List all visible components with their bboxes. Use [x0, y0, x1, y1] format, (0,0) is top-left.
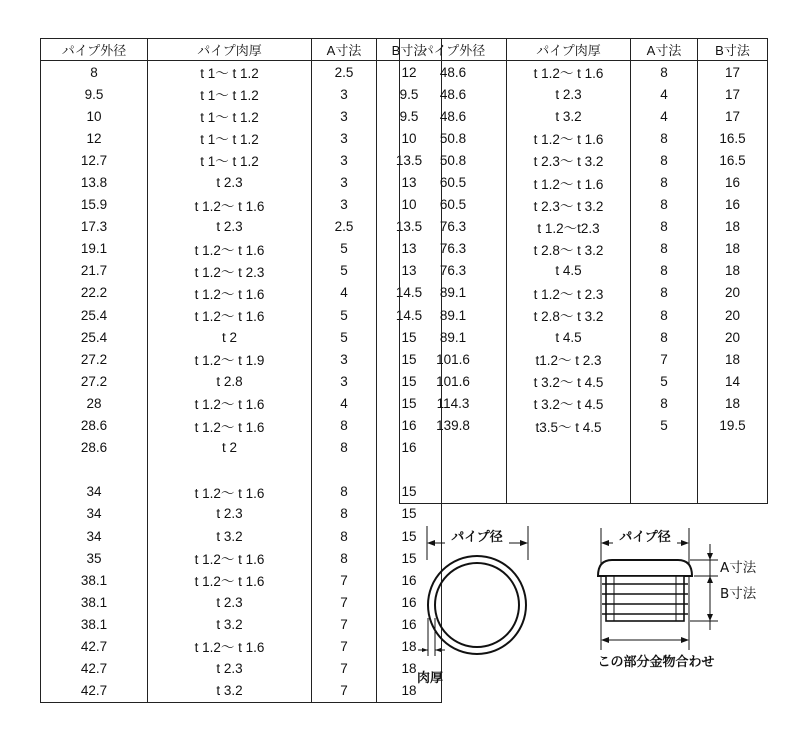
cell-a-dimension: 8	[631, 238, 698, 260]
cell-outer-diameter: 25.4	[41, 326, 148, 348]
cell-outer-diameter	[400, 459, 507, 481]
table-row	[400, 326, 768, 348]
cell-outer-diameter: 12	[41, 127, 148, 149]
header-pipe-outer-diameter: パイプ外径	[400, 39, 507, 61]
cell-thickness: t 3.2	[148, 613, 312, 635]
cell-b-dimension: 17	[698, 61, 768, 84]
cell-b-dimension: 16	[377, 591, 442, 613]
cell-a-dimension: 8	[631, 194, 698, 216]
table-row	[400, 348, 768, 370]
cell-a-dimension: 3	[312, 171, 377, 193]
cell-b-dimension: 20	[698, 304, 768, 326]
cell-b-dimension: 17	[698, 105, 768, 127]
table-row	[41, 326, 442, 348]
cell-b-dimension: 13	[377, 171, 442, 193]
cell-b-dimension: 14.5	[377, 304, 442, 326]
cell-b-dimension	[698, 437, 768, 459]
cell-b-dimension: 14.5	[377, 282, 442, 304]
cell-outer-diameter: 89.1	[400, 282, 507, 304]
table-row	[41, 591, 442, 613]
cell-a-dimension: 8	[312, 547, 377, 569]
table-row	[41, 348, 442, 370]
table-header-row	[41, 39, 442, 61]
cell-thickness: t 1～ t 1.2	[148, 105, 312, 127]
cell-thickness: t 1.2～ t 1.6	[507, 171, 631, 193]
cell-outer-diameter: 27.2	[41, 348, 148, 370]
cell-thickness: t 2.3～ t 3.2	[507, 149, 631, 171]
table-row	[41, 437, 442, 459]
cell-thickness: t 3.2	[148, 680, 312, 703]
cell-b-dimension: 15	[377, 326, 442, 348]
header-a-dimension: A寸法	[312, 39, 377, 61]
cell-outer-diameter: 42.7	[41, 680, 148, 703]
cell-outer-diameter: 139.8	[400, 415, 507, 437]
cell-b-dimension: 16.5	[698, 149, 768, 171]
cell-thickness: t 2.3	[148, 503, 312, 525]
table-row	[41, 238, 442, 260]
table-row	[400, 282, 768, 304]
table-row	[400, 370, 768, 392]
cell-thickness: t 2.3～ t 3.2	[507, 194, 631, 216]
cell-a-dimension: 8	[631, 149, 698, 171]
cell-a-dimension: 3	[312, 370, 377, 392]
cell-thickness: t 1.2～ t 1.6	[148, 194, 312, 216]
cell-b-dimension: 16	[377, 569, 442, 591]
cell-thickness: t 1～ t 1.2	[148, 127, 312, 149]
table-row	[41, 525, 442, 547]
b-dimension-label: B寸法	[720, 586, 757, 602]
table-row	[41, 547, 442, 569]
cell-a-dimension: 3	[312, 127, 377, 149]
cell-thickness: t 1～ t 1.2	[148, 149, 312, 171]
cell-a-dimension	[631, 459, 698, 481]
cell-a-dimension	[312, 459, 377, 481]
cell-thickness: t 3.2～ t 4.5	[507, 370, 631, 392]
cell-b-dimension: 16	[698, 171, 768, 193]
cell-a-dimension: 7	[312, 635, 377, 657]
cell-outer-diameter: 19.1	[41, 238, 148, 260]
table-row	[41, 282, 442, 304]
cell-outer-diameter: 8	[41, 61, 148, 84]
table-row	[400, 194, 768, 216]
cell-a-dimension: 3	[312, 348, 377, 370]
cell-outer-diameter: 22.2	[41, 282, 148, 304]
cell-outer-diameter: 114.3	[400, 392, 507, 414]
cell-a-dimension: 8	[631, 171, 698, 193]
header-b-dimension: B寸法	[698, 39, 768, 61]
cell-b-dimension: 15	[377, 392, 442, 414]
cell-outer-diameter: 76.3	[400, 238, 507, 260]
pipe-cap-diagram	[400, 500, 800, 740]
header-pipe-outer-diameter: パイプ外径	[41, 39, 148, 61]
cell-b-dimension: 14	[698, 370, 768, 392]
cell-thickness: t 1.2～ t 1.6	[148, 304, 312, 326]
cell-a-dimension: 7	[312, 613, 377, 635]
cell-thickness	[507, 437, 631, 459]
cell-b-dimension: 18	[698, 348, 768, 370]
cell-b-dimension: 18	[698, 238, 768, 260]
cell-a-dimension: 8	[631, 392, 698, 414]
table-row	[41, 459, 442, 481]
cell-outer-diameter: 9.5	[41, 83, 148, 105]
cell-b-dimension: 18	[377, 680, 442, 703]
cell-outer-diameter: 50.8	[400, 149, 507, 171]
cell-b-dimension: 20	[698, 326, 768, 348]
cell-b-dimension: 13.5	[377, 216, 442, 238]
cell-outer-diameter: 48.6	[400, 83, 507, 105]
cell-outer-diameter: 21.7	[41, 260, 148, 282]
table-row	[400, 171, 768, 193]
cell-outer-diameter: 60.5	[400, 171, 507, 193]
cell-a-dimension: 2.5	[312, 61, 377, 84]
cell-outer-diameter: 28.6	[41, 415, 148, 437]
cell-b-dimension: 15	[377, 481, 442, 503]
cell-thickness: t 2.3	[148, 591, 312, 613]
table-row	[400, 105, 768, 127]
cell-thickness	[148, 459, 312, 481]
header-pipe-thickness: パイプ肉厚	[507, 39, 631, 61]
cell-b-dimension: 18	[377, 635, 442, 657]
cell-a-dimension: 7	[312, 658, 377, 680]
cell-thickness: t 1.2～ t 2.3	[148, 260, 312, 282]
table-row	[41, 370, 442, 392]
cell-a-dimension: 8	[312, 481, 377, 503]
table-row	[41, 260, 442, 282]
cell-b-dimension: 10	[377, 194, 442, 216]
table-row	[400, 392, 768, 414]
cell-b-dimension: 15	[377, 525, 442, 547]
cell-a-dimension: 8	[631, 260, 698, 282]
cell-thickness: t 1.2～ t 2.3	[507, 282, 631, 304]
table-row	[41, 481, 442, 503]
table-row	[41, 83, 442, 105]
cell-outer-diameter: 76.3	[400, 260, 507, 282]
cell-thickness: t 1.2～t2.3	[507, 216, 631, 238]
cell-b-dimension: 18	[698, 216, 768, 238]
cell-a-dimension: 8	[631, 61, 698, 84]
cell-a-dimension: 8	[631, 127, 698, 149]
table-row	[400, 260, 768, 282]
cell-outer-diameter: 34	[41, 503, 148, 525]
cell-thickness: t 2	[148, 326, 312, 348]
cell-a-dimension: 4	[312, 282, 377, 304]
cell-outer-diameter: 42.7	[41, 658, 148, 680]
cell-thickness: t 1.2～ t 1.6	[507, 61, 631, 84]
cell-thickness: t 3.2	[148, 525, 312, 547]
cell-a-dimension	[631, 437, 698, 459]
table-row	[41, 105, 442, 127]
table-body-right	[400, 61, 768, 504]
cell-outer-diameter: 27.2	[41, 370, 148, 392]
cell-b-dimension: 19.5	[698, 415, 768, 437]
cell-a-dimension: 8	[312, 525, 377, 547]
cell-a-dimension: 8	[631, 326, 698, 348]
cell-thickness: t 1.2～ t 1.6	[148, 481, 312, 503]
header-b-dimension: B寸法	[377, 39, 442, 61]
table-row	[41, 569, 442, 591]
cell-outer-diameter: 89.1	[400, 326, 507, 348]
header-a-dimension: A寸法	[631, 39, 698, 61]
cell-outer-diameter: 60.5	[400, 194, 507, 216]
cell-b-dimension: 9.5	[377, 83, 442, 105]
cell-b-dimension: 15	[377, 503, 442, 525]
table-row	[41, 392, 442, 414]
cell-b-dimension: 17	[698, 83, 768, 105]
table-row	[400, 459, 768, 481]
cell-a-dimension: 5	[312, 304, 377, 326]
cell-b-dimension: 16	[377, 415, 442, 437]
cell-thickness: t 1～ t 1.2	[148, 83, 312, 105]
cell-a-dimension: 3	[312, 105, 377, 127]
cell-a-dimension: 7	[312, 569, 377, 591]
table-row	[400, 415, 768, 437]
cell-outer-diameter: 34	[41, 481, 148, 503]
cell-thickness: t 2.8～ t 3.2	[507, 304, 631, 326]
cell-a-dimension: 8	[312, 415, 377, 437]
cell-b-dimension: 16	[377, 437, 442, 459]
cell-thickness: t 2.3	[148, 171, 312, 193]
header-pipe-thickness: パイプ肉厚	[148, 39, 312, 61]
table-row	[41, 194, 442, 216]
cell-a-dimension: 4	[631, 105, 698, 127]
cell-outer-diameter: 101.6	[400, 348, 507, 370]
table-row	[41, 415, 442, 437]
table-row	[400, 216, 768, 238]
cell-b-dimension: 15	[377, 370, 442, 392]
cell-thickness: t 4.5	[507, 260, 631, 282]
cell-a-dimension: 3	[312, 83, 377, 105]
cap-diameter-label: パイプ径	[619, 530, 671, 545]
table-body-left	[41, 61, 442, 703]
cell-outer-diameter: 48.6	[400, 61, 507, 84]
thickness-label: 肉厚	[416, 671, 444, 686]
cell-thickness: t 1～ t 1.2	[148, 61, 312, 84]
cell-outer-diameter: 42.7	[41, 635, 148, 657]
cell-a-dimension: 2.5	[312, 216, 377, 238]
cell-b-dimension: 15	[377, 547, 442, 569]
table-row	[41, 216, 442, 238]
cell-thickness: t 1.2～ t 1.9	[148, 348, 312, 370]
cell-b-dimension: 16	[698, 194, 768, 216]
cell-thickness: t 3.2～ t 4.5	[507, 392, 631, 414]
cell-thickness: t 2.3	[507, 83, 631, 105]
fitting-caption: この部分金物合わせ	[597, 655, 715, 670]
cell-outer-diameter: 25.4	[41, 304, 148, 326]
cell-b-dimension: 18	[377, 658, 442, 680]
cell-thickness: t 1.2～ t 1.6	[507, 127, 631, 149]
cell-thickness: t 3.2	[507, 105, 631, 127]
cell-outer-diameter: 38.1	[41, 591, 148, 613]
spec-table-left	[40, 38, 442, 703]
cell-thickness: t1.2～ t 2.3	[507, 348, 631, 370]
cell-b-dimension	[698, 459, 768, 481]
cell-outer-diameter: 38.1	[41, 569, 148, 591]
table-row	[41, 503, 442, 525]
cell-thickness: t 1.2～ t 1.6	[148, 238, 312, 260]
cell-thickness	[507, 459, 631, 481]
cell-b-dimension: 10	[377, 127, 442, 149]
cell-b-dimension: 13	[377, 260, 442, 282]
table-row	[400, 304, 768, 326]
table-row	[41, 304, 442, 326]
cell-a-dimension: 7	[312, 680, 377, 703]
cell-a-dimension: 4	[312, 392, 377, 414]
cell-outer-diameter: 28.6	[41, 437, 148, 459]
cell-outer-diameter: 15.9	[41, 194, 148, 216]
cell-a-dimension: 8	[312, 503, 377, 525]
table-header-row	[400, 39, 768, 61]
cell-b-dimension: 12	[377, 61, 442, 84]
cell-outer-diameter: 12.7	[41, 149, 148, 171]
cell-a-dimension: 3	[312, 149, 377, 171]
table-row	[41, 127, 442, 149]
table-row	[400, 437, 768, 459]
cell-outer-diameter: 28	[41, 392, 148, 414]
cell-thickness: t 1.2～ t 1.6	[148, 547, 312, 569]
table-row	[400, 127, 768, 149]
cell-outer-diameter	[41, 459, 148, 481]
cell-thickness: t3.5～ t 4.5	[507, 415, 631, 437]
cell-thickness: t 2.3	[148, 658, 312, 680]
cell-a-dimension: 8	[312, 437, 377, 459]
cell-a-dimension: 5	[312, 326, 377, 348]
table-row	[400, 83, 768, 105]
cell-a-dimension: 4	[631, 83, 698, 105]
cell-thickness: t 1.2～ t 1.6	[148, 282, 312, 304]
cell-outer-diameter: 10	[41, 105, 148, 127]
cell-outer-diameter: 89.1	[400, 304, 507, 326]
cell-thickness: t 2.8～ t 3.2	[507, 238, 631, 260]
cell-b-dimension: 13.5	[377, 149, 442, 171]
cell-b-dimension: 16.5	[698, 127, 768, 149]
cell-thickness: t 1.2～ t 1.6	[148, 392, 312, 414]
table-row	[41, 635, 442, 657]
table-row	[41, 171, 442, 193]
cell-b-dimension: 9.5	[377, 105, 442, 127]
cell-outer-diameter: 48.6	[400, 105, 507, 127]
cell-a-dimension: 8	[631, 304, 698, 326]
cell-outer-diameter: 101.6	[400, 370, 507, 392]
cell-b-dimension: 15	[377, 348, 442, 370]
table-row	[41, 680, 442, 703]
cell-b-dimension: 20	[698, 282, 768, 304]
cell-a-dimension: 7	[631, 348, 698, 370]
cell-a-dimension: 8	[631, 282, 698, 304]
table-row	[41, 61, 442, 84]
cell-outer-diameter: 38.1	[41, 613, 148, 635]
cell-thickness: t 4.5	[507, 326, 631, 348]
table-row	[41, 658, 442, 680]
cell-thickness: t 2.3	[148, 216, 312, 238]
cell-thickness: t 1.2～ t 1.6	[148, 415, 312, 437]
cell-a-dimension: 5	[631, 415, 698, 437]
table-row	[41, 613, 442, 635]
cell-b-dimension: 18	[698, 392, 768, 414]
cell-a-dimension: 5	[312, 238, 377, 260]
table-row	[400, 238, 768, 260]
cell-a-dimension: 3	[312, 194, 377, 216]
cell-b-dimension: 16	[377, 613, 442, 635]
spec-table-right	[399, 38, 768, 504]
table-row	[41, 149, 442, 171]
cell-a-dimension: 5	[312, 260, 377, 282]
cell-outer-diameter: 50.8	[400, 127, 507, 149]
cell-outer-diameter: 17.3	[41, 216, 148, 238]
cap-side-view-diagram	[597, 527, 756, 670]
cell-a-dimension: 8	[631, 216, 698, 238]
table-row	[400, 61, 768, 84]
table-row	[400, 149, 768, 171]
cell-thickness: t 2	[148, 437, 312, 459]
cell-b-dimension: 18	[698, 260, 768, 282]
cell-outer-diameter: 13.8	[41, 171, 148, 193]
cell-a-dimension: 5	[631, 370, 698, 392]
cell-outer-diameter: 35	[41, 547, 148, 569]
cell-thickness: t 1.2～ t 1.6	[148, 569, 312, 591]
cell-thickness: t 2.8	[148, 370, 312, 392]
a-dimension-label: A寸法	[720, 560, 757, 576]
cell-a-dimension: 7	[312, 591, 377, 613]
pipe-cross-section-diagram	[417, 526, 528, 686]
cell-outer-diameter	[400, 437, 507, 459]
cell-outer-diameter: 76.3	[400, 216, 507, 238]
cell-thickness: t 1.2～ t 1.6	[148, 635, 312, 657]
cell-b-dimension: 13	[377, 238, 442, 260]
cell-outer-diameter: 34	[41, 525, 148, 547]
pipe-diameter-label: パイプ径	[451, 530, 503, 545]
